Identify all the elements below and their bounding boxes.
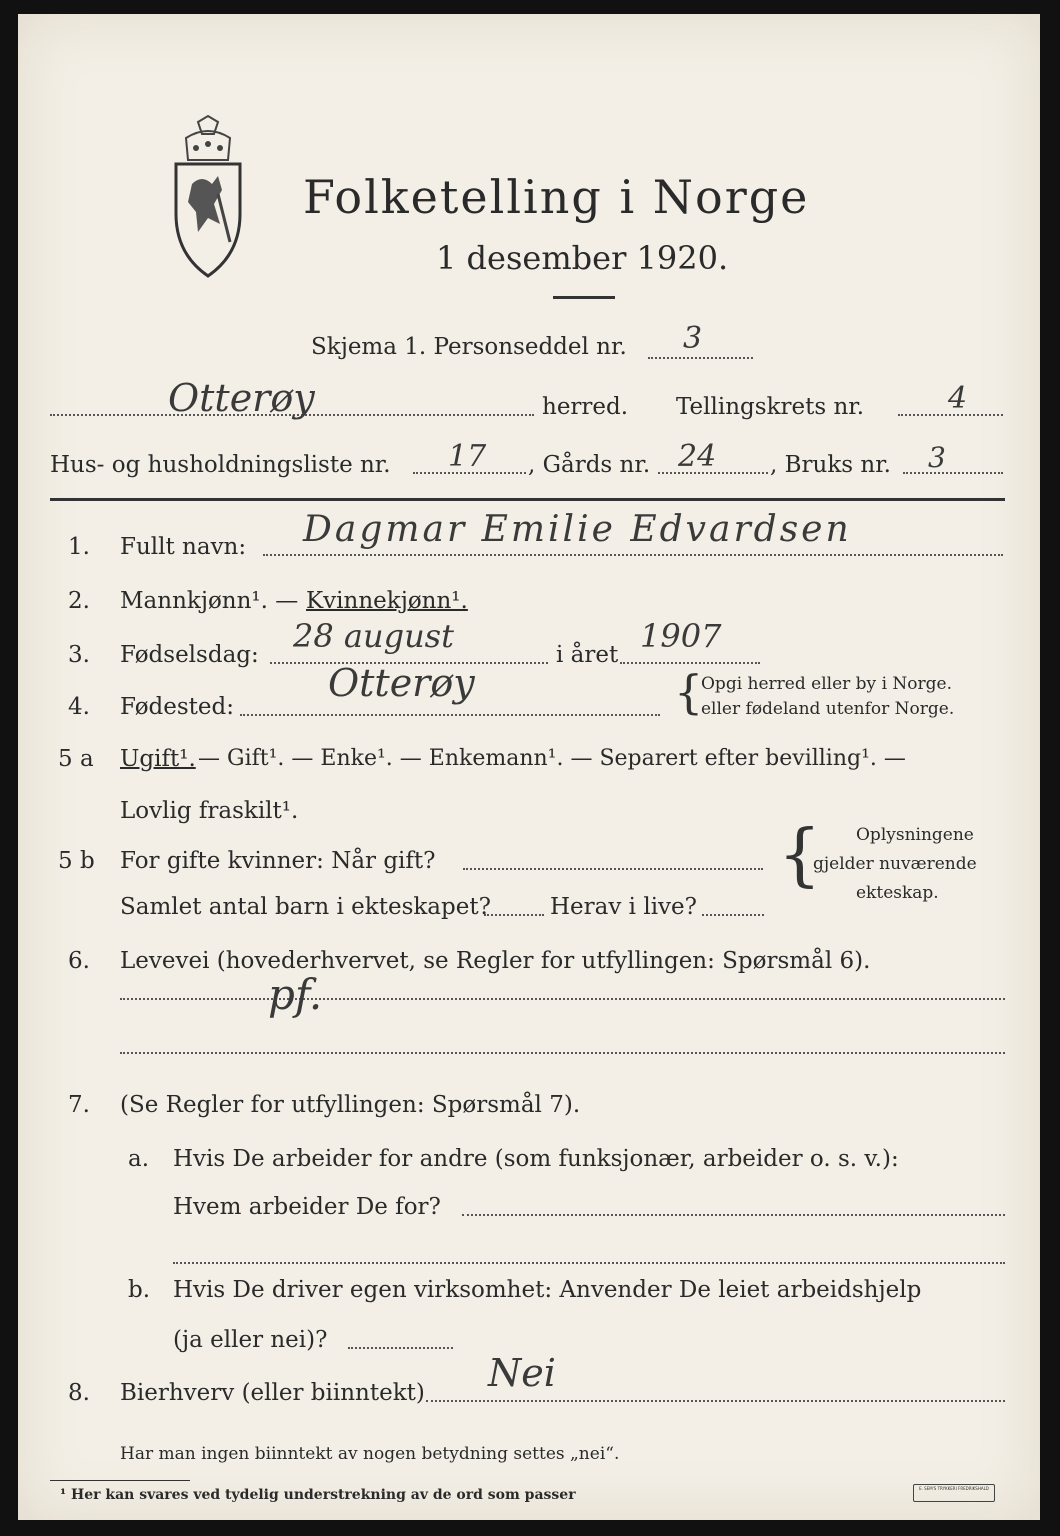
q1-label: Fullt navn: bbox=[120, 534, 247, 560]
occupation-value[interactable]: pf. bbox=[268, 970, 323, 1019]
gards-label: , Gårds nr. bbox=[528, 452, 651, 478]
footnote: ¹ Her kan svares ved tydelig understrekning av de ord som passer bbox=[60, 1487, 576, 1503]
birthplace-dots bbox=[240, 714, 660, 716]
year-label: i året bbox=[556, 642, 619, 668]
birthplace-value[interactable]: Otterøy bbox=[328, 661, 475, 705]
q8-number: 8. bbox=[68, 1380, 90, 1406]
q4-label: Fødested: bbox=[120, 694, 235, 720]
marital-options[interactable]: — Gift¹. — Enke¹. — Enkemann¹. — Separert efter bevilling¹. — bbox=[198, 746, 906, 771]
employer-label: Hvem arbeider De for? bbox=[173, 1194, 441, 1220]
q3-number: 3. bbox=[68, 642, 90, 668]
side-income-dots bbox=[426, 1400, 1005, 1402]
employer-dots-2 bbox=[173, 1262, 1005, 1264]
children-total-dots bbox=[484, 914, 544, 916]
tellingskrets-label: Tellingskrets nr. bbox=[676, 394, 865, 420]
birthplace-note-2: eller fødeland utenfor Norge. bbox=[701, 699, 955, 719]
hus-value[interactable]: 17 bbox=[448, 439, 487, 474]
occupation-dots-1 bbox=[120, 998, 1005, 1000]
hus-label: Hus- og husholdningsliste nr. bbox=[50, 452, 391, 478]
q5a-number: 5 a bbox=[58, 746, 94, 772]
census-form-sheet bbox=[18, 14, 1040, 1520]
schema-label: Skjema 1. Personseddel nr. bbox=[311, 334, 627, 360]
side-income-value[interactable]: Nei bbox=[488, 1351, 556, 1395]
printer-stamp: E. SEM'S TRYKKERI FREDRIKSHALD bbox=[913, 1484, 995, 1502]
herred-label: herred. bbox=[542, 394, 629, 420]
gender-female-text: Kvinnekjønn¹. bbox=[306, 588, 468, 614]
title-divider bbox=[553, 296, 615, 299]
form-subtitle: 1 desember 1920. bbox=[436, 239, 729, 277]
bruks-value[interactable]: 3 bbox=[928, 441, 946, 474]
q1-dots bbox=[263, 554, 1003, 556]
q7b-letter: b. bbox=[128, 1277, 151, 1303]
birthday-value[interactable]: 28 august bbox=[293, 617, 454, 655]
marriage-note-2: gjelder nuværende bbox=[813, 854, 977, 874]
bruks-dots bbox=[903, 472, 1003, 474]
footnote-rule bbox=[50, 1480, 190, 1481]
gender-female[interactable] bbox=[306, 590, 468, 613]
married-when-label: For gifte kvinner: Når gift? bbox=[120, 848, 436, 874]
birth-year-value[interactable]: 1907 bbox=[640, 617, 722, 655]
q7-label: (Se Regler for utfyllingen: Spørsmål 7). bbox=[120, 1092, 581, 1118]
marital-ugift-text: Ugift¹. bbox=[120, 746, 196, 772]
schema-value[interactable]: 3 bbox=[683, 321, 703, 356]
q7a-text: Hvis De arbeider for andre (som funksjonær, arbeider o. s. v.): bbox=[173, 1146, 899, 1172]
marital-fraskilt[interactable]: Lovlig fraskilt¹. bbox=[120, 798, 299, 824]
q1-number: 1. bbox=[68, 534, 90, 560]
children-alive-dots bbox=[702, 914, 764, 916]
bruks-label: , Bruks nr. bbox=[770, 452, 891, 478]
birthplace-brace: { bbox=[674, 665, 704, 719]
occupation-dots-2 bbox=[120, 1052, 1005, 1054]
marital-ugift[interactable] bbox=[120, 748, 196, 771]
q3-label: Fødselsdag: bbox=[120, 642, 259, 668]
marriage-brace: { bbox=[778, 816, 822, 895]
herred-value[interactable]: Otterøy bbox=[168, 376, 315, 420]
footer-note: Har man ingen biinntekt av nogen betydning settes „nei“. bbox=[120, 1444, 620, 1464]
tellingskrets-value[interactable]: 4 bbox=[948, 381, 968, 416]
q7-number: 7. bbox=[68, 1092, 90, 1118]
q4-number: 4. bbox=[68, 694, 90, 720]
q5b-number: 5 b bbox=[58, 848, 95, 874]
side-income-label: Bierhverv (eller biinntekt) bbox=[120, 1380, 425, 1406]
q2-number: 2. bbox=[68, 588, 90, 614]
married-when-dots bbox=[463, 868, 763, 870]
form-title: Folketelling i Norge bbox=[303, 170, 810, 224]
section-divider bbox=[50, 498, 1005, 501]
children-alive-label: Herav i live? bbox=[550, 894, 697, 920]
gards-value[interactable]: 24 bbox=[678, 439, 717, 474]
year-dots bbox=[620, 662, 760, 664]
q6-number: 6. bbox=[68, 948, 90, 974]
gender-male[interactable]: Mannkjønn¹. — bbox=[120, 588, 299, 614]
marriage-note-1: Oplysningene bbox=[856, 825, 974, 845]
q7b-text: Hvis De driver egen virksomhet: Anvender De leiet arbeidshjelp bbox=[173, 1277, 922, 1303]
birthplace-note-1: Opgi herred eller by i Norge. bbox=[701, 674, 952, 694]
full-name-value[interactable]: Dagmar Emilie Edvardsen bbox=[303, 509, 852, 550]
hired-help-dots bbox=[348, 1347, 453, 1349]
schema-dots bbox=[648, 357, 753, 359]
coat-of-arms-icon bbox=[168, 114, 248, 284]
employer-dots-1 bbox=[462, 1214, 1005, 1216]
occupation-label: Levevei (hovederhvervet, se Regler for utfyllingen: Spørsmål 6). bbox=[120, 948, 871, 974]
marriage-note-3: ekteskap. bbox=[856, 883, 939, 903]
hired-help-label: (ja eller nei)? bbox=[173, 1327, 328, 1353]
children-total-label: Samlet antal barn i ekteskapet? bbox=[120, 894, 491, 920]
q7a-letter: a. bbox=[128, 1146, 150, 1172]
